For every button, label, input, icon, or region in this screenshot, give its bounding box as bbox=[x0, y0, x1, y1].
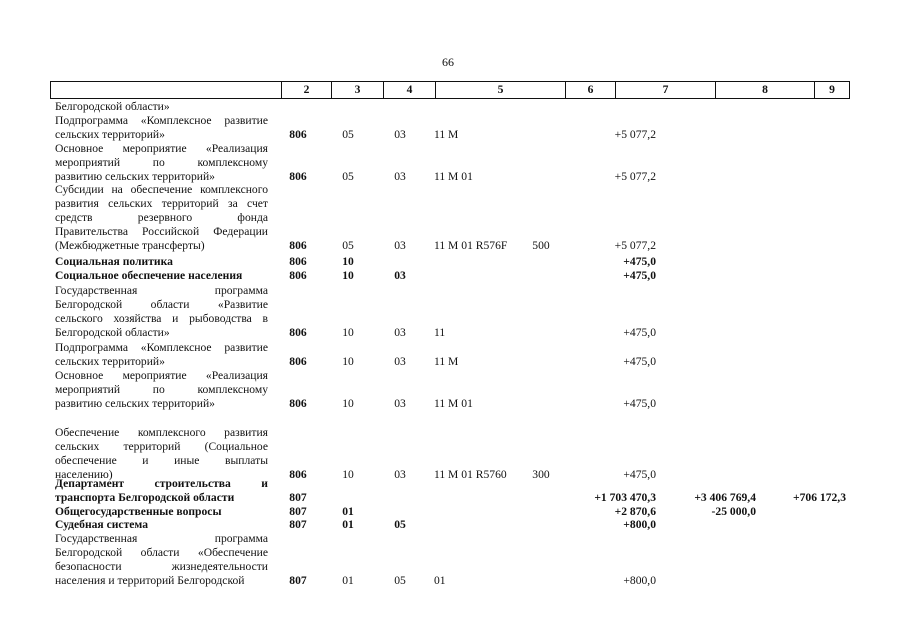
description-line: населения и территорий Белгородской bbox=[55, 573, 245, 587]
description-line: обеспечение и иные выплаты bbox=[55, 453, 268, 467]
header-col-7: 7 bbox=[615, 82, 715, 98]
header-col-2: 2 bbox=[281, 82, 331, 98]
description-line: населению) bbox=[55, 467, 113, 481]
cell-col-2: 806 bbox=[289, 325, 307, 339]
cell-col-2: 807 bbox=[289, 505, 307, 518]
cell-col-2: 807 bbox=[289, 490, 307, 504]
cell-col-7: +2 870,6 bbox=[614, 505, 656, 518]
row-description bbox=[55, 518, 268, 532]
cell-col-4: 03 bbox=[394, 269, 406, 282]
description-line: Основное мероприятие «Реализация bbox=[55, 369, 268, 382]
description-line: развитию сельских территорий» bbox=[55, 169, 215, 183]
cell-col-4: 03 bbox=[394, 467, 406, 481]
description-line: Социальная политика bbox=[55, 255, 173, 268]
description-line: транспорта Белгородской области bbox=[55, 490, 235, 504]
cell-col-7: +475,0 bbox=[623, 325, 656, 339]
cell-col-5: 11 М 01 R5760 bbox=[434, 467, 507, 481]
cell-col-3: 01 bbox=[342, 573, 354, 587]
cell-col-4: 05 bbox=[394, 573, 406, 587]
cell-col-7: +5 077,2 bbox=[614, 169, 656, 183]
description-line: (Межбюджетные трансферты) bbox=[55, 238, 205, 252]
cell-col-3: 01 bbox=[342, 518, 354, 531]
cell-col-7: +475,0 bbox=[623, 396, 656, 410]
description-line: Субсидии на обеспечение комплексного bbox=[55, 183, 268, 196]
cell-col-4: 03 bbox=[394, 325, 406, 339]
cell-col-4: 05 bbox=[394, 518, 406, 531]
description-line: Подпрограмма «Комплексное развитие bbox=[55, 341, 268, 354]
cell-col-6: 500 bbox=[532, 238, 550, 252]
cell-col-5: 11 М 01 bbox=[434, 169, 473, 183]
cell-col-2: 806 bbox=[289, 238, 307, 252]
cell-col-3: 10 bbox=[342, 269, 354, 282]
cell-col-5: 11 М 01 bbox=[434, 396, 473, 410]
row-description bbox=[55, 142, 268, 184]
cell-col-9: +706 172,3 bbox=[793, 490, 846, 504]
cell-col-2: 806 bbox=[289, 169, 307, 183]
cell-col-5: 11 bbox=[434, 325, 446, 339]
cell-col-3: 10 bbox=[342, 396, 354, 410]
cell-col-4: 03 bbox=[394, 396, 406, 410]
table-header bbox=[50, 81, 850, 99]
cell-col-2: 806 bbox=[289, 396, 307, 410]
description-line: развитию сельских территорий» bbox=[55, 396, 215, 410]
description-line: Государственная программа bbox=[55, 532, 268, 545]
cell-col-3: 10 bbox=[342, 325, 354, 339]
cell-col-7: +800,0 bbox=[623, 518, 656, 531]
cell-col-2: 806 bbox=[289, 255, 307, 268]
description-line: сельских территорий» bbox=[55, 127, 165, 141]
description-line: Белгородской области» bbox=[55, 100, 170, 113]
cell-col-7: +5 077,2 bbox=[614, 238, 656, 252]
row-description bbox=[55, 255, 268, 269]
row-description bbox=[55, 532, 268, 588]
row-description bbox=[55, 477, 268, 505]
header-col-9: 9 bbox=[814, 82, 849, 98]
header-col-3: 3 bbox=[331, 82, 383, 98]
cell-col-3: 10 bbox=[342, 467, 354, 481]
cell-col-3: 05 bbox=[342, 238, 354, 252]
cell-col-2: 806 bbox=[289, 269, 307, 282]
description-line: сельских территорий» bbox=[55, 354, 165, 368]
cell-col-5: 11 М 01 R576F bbox=[434, 238, 508, 252]
cell-col-7: +800,0 bbox=[623, 573, 656, 587]
cell-col-3: 01 bbox=[342, 505, 354, 518]
row-description bbox=[55, 369, 268, 411]
description-line: Белгородской области «Развитие bbox=[55, 297, 268, 311]
row-description bbox=[55, 284, 268, 340]
description-line: Социальное обеспечение населения bbox=[55, 269, 243, 282]
row-description bbox=[55, 341, 268, 369]
cell-col-7: +475,0 bbox=[623, 269, 656, 282]
cell-col-4: 03 bbox=[394, 169, 406, 183]
header-col-5: 5 bbox=[435, 82, 565, 98]
description-line: Департамент строительства и bbox=[55, 477, 268, 490]
header-col-4: 4 bbox=[383, 82, 435, 98]
cell-col-2: 806 bbox=[289, 354, 307, 368]
cell-col-7: +475,0 bbox=[623, 354, 656, 368]
cell-col-7: +475,0 bbox=[623, 467, 656, 481]
description-line: Белгородской области «Обеспечение bbox=[55, 545, 268, 559]
row-description bbox=[55, 269, 268, 283]
cell-col-6: 300 bbox=[532, 467, 550, 481]
description-line: Белгородской области» bbox=[55, 325, 170, 339]
description-line: сельских территорий (Социальное bbox=[55, 439, 268, 453]
description-line: мероприятий по комплексному bbox=[55, 382, 268, 396]
cell-col-8: +3 406 769,4 bbox=[694, 490, 756, 504]
cell-col-7: +5 077,2 bbox=[614, 127, 656, 141]
cell-col-5: 11 М bbox=[434, 127, 459, 141]
description-line: сельского хозяйства и рыбоводства в bbox=[55, 311, 268, 325]
cell-col-3: 05 bbox=[342, 127, 354, 141]
description-line: Подпрограмма «Комплексное развитие bbox=[55, 114, 268, 127]
cell-col-7: +475,0 bbox=[623, 255, 656, 268]
description-line: средств резервного фонда bbox=[55, 210, 268, 224]
header-col-6: 6 bbox=[565, 82, 615, 98]
row-description bbox=[55, 114, 268, 142]
cell-col-4: 03 bbox=[394, 238, 406, 252]
description-line: Основное мероприятие «Реализация bbox=[55, 142, 268, 155]
row-description bbox=[55, 100, 268, 114]
description-line: безопасности жизнедеятельности bbox=[55, 559, 268, 573]
cell-col-2: 806 bbox=[289, 127, 307, 141]
description-line: мероприятий по комплексному bbox=[55, 155, 268, 169]
cell-col-5: 01 bbox=[434, 573, 446, 587]
description-line: Государственная программа bbox=[55, 284, 268, 297]
cell-col-4: 03 bbox=[394, 127, 406, 141]
page-number: 66 bbox=[442, 55, 454, 69]
cell-col-2: 807 bbox=[289, 518, 307, 531]
row-description bbox=[55, 183, 268, 253]
description-line: Обеспечение комплексного развития bbox=[55, 426, 268, 439]
description-line: развития сельских территорий за счет bbox=[55, 196, 268, 210]
cell-col-3: 10 bbox=[342, 255, 354, 268]
row-description bbox=[55, 426, 268, 482]
cell-col-3: 10 bbox=[342, 354, 354, 368]
description-line: Правительства Российской Федерации bbox=[55, 224, 268, 238]
cell-col-2: 806 bbox=[289, 467, 307, 481]
cell-col-2: 807 bbox=[289, 573, 307, 587]
cell-col-4: 03 bbox=[394, 354, 406, 368]
cell-col-7: +1 703 470,3 bbox=[594, 490, 656, 504]
cell-col-3: 05 bbox=[342, 169, 354, 183]
description-line: Судебная система bbox=[55, 518, 149, 531]
cell-col-8: -25 000,0 bbox=[711, 505, 756, 518]
row-description bbox=[55, 505, 268, 519]
cell-col-5: 11 М bbox=[434, 354, 459, 368]
header-col-8: 8 bbox=[715, 82, 814, 98]
header-col-1 bbox=[51, 82, 281, 98]
description-line: Общегосударственные вопросы bbox=[55, 505, 222, 518]
